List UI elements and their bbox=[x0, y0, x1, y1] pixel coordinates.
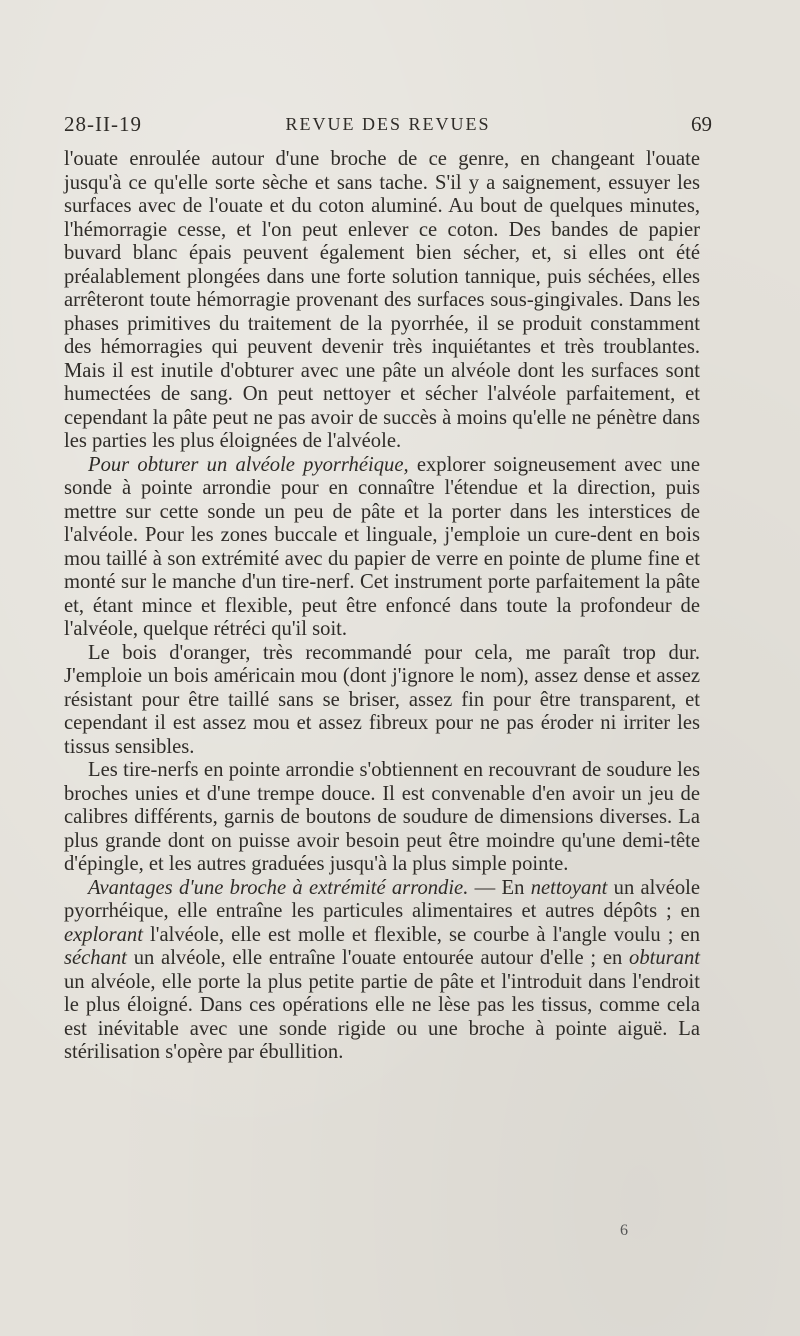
italic-phrase: séchant bbox=[64, 947, 127, 969]
italic-phrase: nettoyant bbox=[530, 876, 608, 899]
paragraph bbox=[64, 642, 700, 760]
text-run: explorer soigneusement avec une sonde à pointe arrondie pour en connaître l'étendue et la direction, puis mettre sur cette sonde un peu de pâte et la porter dans les interstices de l'alvéole. Pour les zones buccale et linguale, j'emploie un cure-dent en bois mou taillé à son extrémité avec du papier de verre en pointe de plume fine et monté sur le manche d'un tire-nerf. Cet instrument porte parfaitement la pâte et, étant mince et flexible, peut être enfoncé dans toute la profondeur de l'alvéole, quelque rétréci qu'il soit. bbox=[64, 453, 700, 640]
text-run: l'alvéole, elle est molle et flexible, se courbe à l'angle voulu ; en bbox=[142, 923, 700, 946]
header-date: 28-II-19 bbox=[64, 112, 142, 136]
italic-phrase: Pour obturer un alvéole pyorrhéique, bbox=[88, 453, 409, 476]
paragraph bbox=[64, 877, 700, 1065]
text-run: — En bbox=[468, 876, 531, 899]
text-run: un alvéole, elle porte la plus petite partie de pâte et l'introduit dans l'endroit le plus éloigné. Dans ces opérations elle ne lèse pas les tissus, comme cela est inévitable avec une sonde rigide ou une broche à pointe aiguë. La stérilisation s'opère par ébullition. bbox=[64, 970, 700, 1063]
header-title: REVUE DES REVUES bbox=[285, 114, 491, 134]
text-run: un alvéole pyorrhéique, elle entraîne les particules alimentaires et autres dépôts ; en bbox=[64, 876, 700, 922]
italic-phrase: obturant bbox=[629, 947, 700, 969]
paragraph bbox=[64, 759, 700, 877]
italic-phrase: explorant bbox=[64, 923, 143, 946]
text-run: Le bois d'oranger, très recommandé pour cela, me paraît trop dur. J'emploie un bois américain mou (dont j'ignore le nom), assez dense et assez résistant pour être taillé sans se briser, assez fin pour être transparent, et cependant il est assez mou et assez fibreux pour ne pas éroder ni irriter les tissus sensibles. bbox=[64, 641, 700, 758]
paragraph bbox=[64, 454, 700, 642]
running-header bbox=[64, 112, 712, 142]
article-body bbox=[64, 148, 700, 1065]
text-run: un alvéole, elle entraîne l'ouate entourée autour d'elle ; en bbox=[126, 947, 630, 969]
header-page-number: 69 bbox=[691, 112, 712, 136]
signature-mark: 6 bbox=[620, 1222, 628, 1239]
italic-phrase: Avantages d'une broche à extrémité arrondie. bbox=[88, 876, 469, 899]
paragraph bbox=[64, 148, 700, 454]
text-run: Les tire-nerfs en pointe arrondie s'obtiennent en recouvrant de soudure les broches unies et d'une trempe douce. Il est convenable d'en avoir un jeu de calibres différents, garnis de boutons de soudure de dimensions diverses. La plus grande dont on puisse avoir besoin peut être moindre qu'une demi-tête d'épingle, et les autres graduées jusqu'à la plus simple pointe. bbox=[64, 759, 700, 875]
text-run: l'ouate enroulée autour d'une broche de ce genre, en changeant l'ouate jusqu'à ce qu'elle sorte sèche et sans tache. S'il y a saignement, essuyer les surfaces avec de l'ouate et du coton aluminé. Au bout de quelques minutes, l'hémorragie cesse, et l'on peut enlever ce coton. Des bandes de papier buvard blanc épais peuvent également bien sécher, et, si elles ont été préalablement plongées dans une forte solution tannique, puis séchées, elles arrêteront toute hémorragie provenant des surfaces sous-gingivales. Dans les phases primitives du traitement de la pyorrhée, il se produit constamment des hémorragies qui peuvent devenir très inquiétantes et très troublantes. Mais il est inutile d'obturer avec une pâte un alvéole dont les surfaces sont humectées de sang. On peut nettoyer et sécher l'alvéole parfaitement, et cependant la pâte peut ne pas avoir de succès à moins qu'elle ne pénètre dans les parties les plus éloignées de l'alvéole. bbox=[64, 148, 700, 452]
